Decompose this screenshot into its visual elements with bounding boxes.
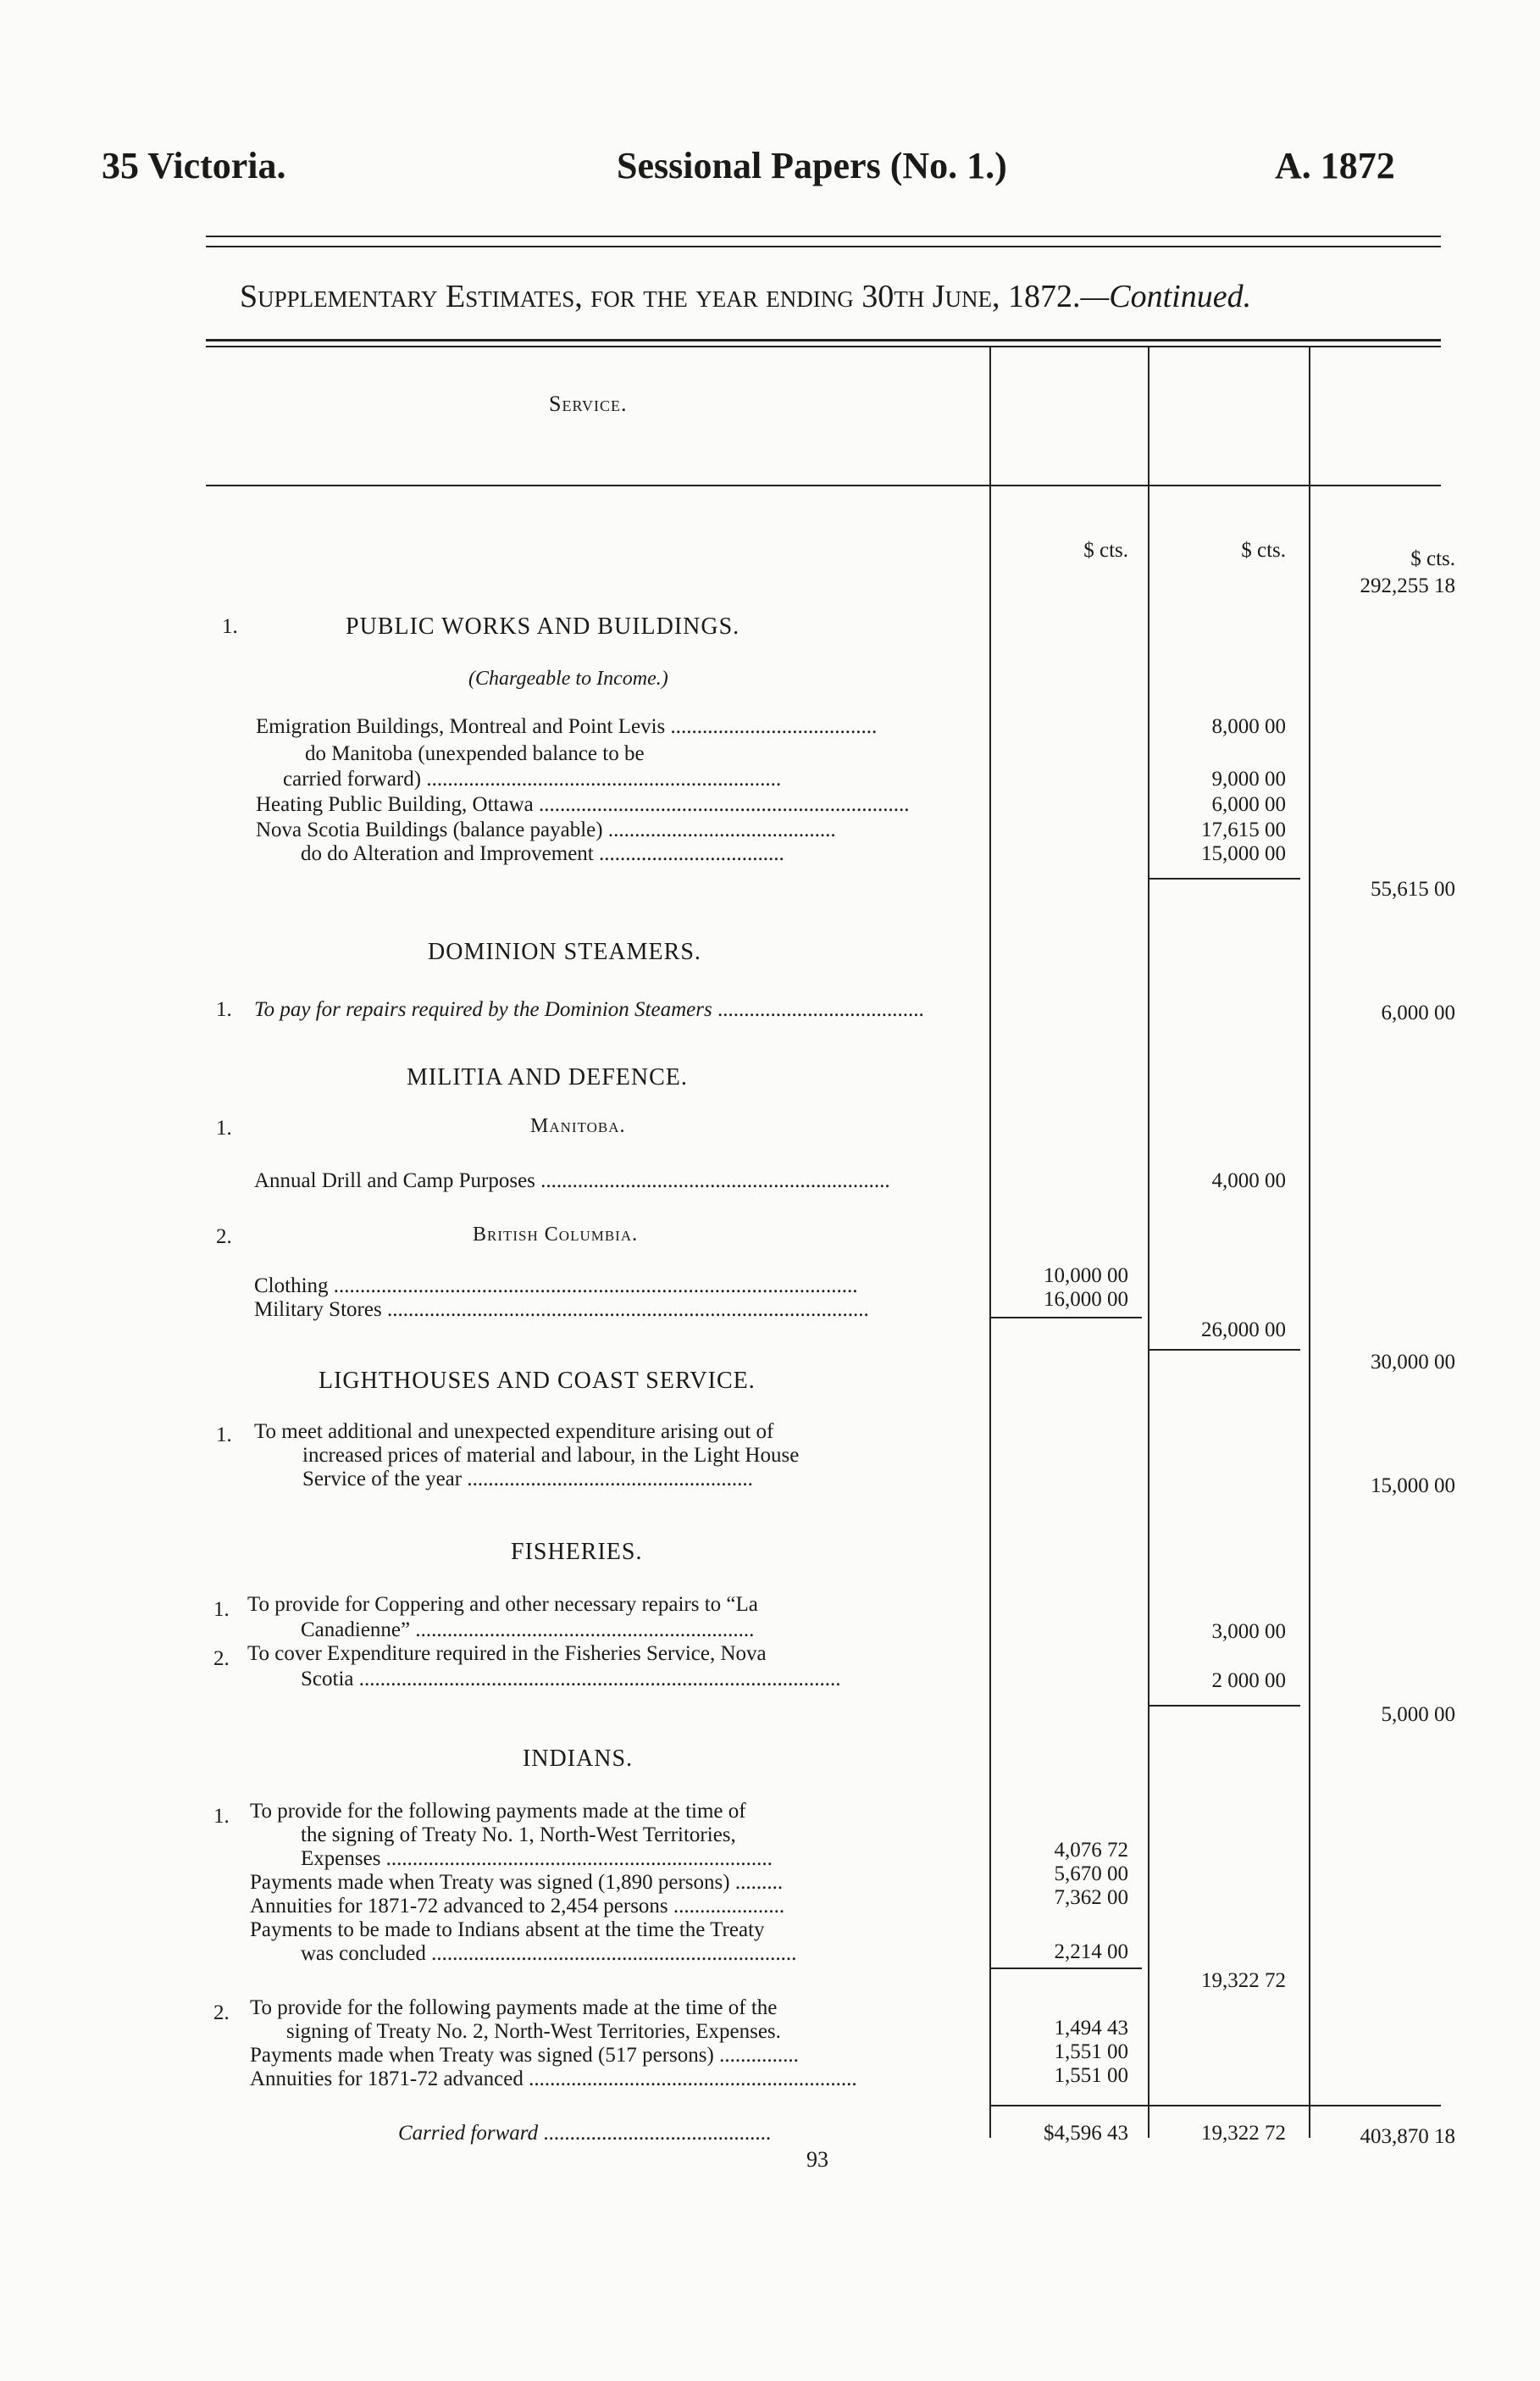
volume-label: 35 Victoria. [102, 145, 286, 186]
treaty-1-line-a: To provide for the following payments made at the time of [250, 1800, 746, 1823]
public-works-subtitle: (Chargeable to Income.) [468, 668, 668, 690]
manitoba-number: 1. [216, 1117, 232, 1140]
treaty-1-subtotal-rule [989, 1968, 1142, 1969]
clothing-row: Clothing ................................................................................................... [254, 1274, 858, 1297]
treaty-1-payments-row: Payments made when Treaty was signed (1,890 persons) ......... [250, 1871, 784, 1894]
carried-forward-manitoba-row: carried forward) ................................................................... [283, 768, 782, 791]
british-columbia-subheading: British Columbia. [473, 1224, 639, 1246]
treaty-2-expenses-value: 1,494 43 [1054, 2017, 1128, 2040]
military-stores-value: 16,000 00 [1044, 1288, 1128, 1311]
public-works-number: 1. [222, 615, 238, 638]
treaty-1-annuities-value: 7,362 00 [1054, 1886, 1128, 1909]
page-number: 93 [806, 2147, 828, 2172]
fisheries-number-1: 1. [213, 1598, 230, 1621]
lighthouses-heading: LIGHTHOUSES AND COAST SERVICE. [319, 1368, 756, 1394]
c2-unit-header: $ cts. [1241, 539, 1286, 562]
treaty-1-absent-line: Payments to be made to Indians absent at the time the Treaty [250, 1918, 765, 1941]
treaty-1-concluded-value: 2,214 00 [1054, 1940, 1128, 1963]
indians-number-2: 2. [213, 2001, 230, 2024]
fisheries-line-1b: Canadienne” ................................................................ [301, 1618, 755, 1641]
header-rule-top [206, 236, 1441, 237]
header-rule-bottom [206, 246, 1441, 247]
table-top-rule [206, 339, 1441, 341]
lighthouses-line-3: Service of the year ...................................................... [302, 1468, 753, 1490]
carried-forward-c1: $4,596 43 [1044, 2122, 1128, 2145]
fisheries-subtotal-rule [1148, 1705, 1300, 1707]
brought-forward-value: 292,255 18 [1360, 574, 1455, 597]
c1-unit-header: $ cts. [1083, 539, 1128, 562]
page-title [240, 278, 1251, 315]
nova-scotia-buildings-row: Nova Scotia Buildings (balance payable) ........................................... [256, 819, 836, 841]
military-stores-row: Military Stores ........................................................................................... [254, 1298, 869, 1321]
fisheries-heading: FISHERIES. [511, 1539, 643, 1565]
emigration-manitoba-row: do Manitoba (unexpended balance to be [305, 742, 645, 765]
treaty-1-expenses-value: 4,076 72 [1054, 1839, 1128, 1862]
dominion-steamers-row: To pay for repairs required by the Dominion Steamers ....................................... [254, 998, 924, 1021]
public-works-heading: PUBLIC WORKS AND BUILDINGS. [346, 613, 740, 640]
carried-forward-c3: 403,870 18 [1360, 2125, 1455, 2148]
carried-forward-c2: 19,322 72 [1201, 2122, 1286, 2145]
fisheries-line-2b: Scotia ........................................................................................... [301, 1668, 841, 1690]
heating-ottawa-row: Heating Public Building, Ottawa ...................................................................... [256, 793, 910, 816]
nova-scotia-alteration-value: 15,000 00 [1201, 842, 1286, 865]
title-main: Supplementary Estimates, for the year ending 30th June, 1872. [240, 279, 1081, 314]
treaty-1-annuities-row: Annuities for 1871-72 advanced to 2,454 persons ..................... [250, 1895, 785, 1918]
header-divider-rule [206, 485, 1441, 486]
fisheries-value-2: 2 000 00 [1211, 1669, 1286, 1692]
treaty-1-subtotal-value: 19,322 72 [1201, 1969, 1286, 1992]
public-works-total: 55,615 00 [1371, 878, 1455, 901]
treaty-2-annuities-row: Annuities for 1871-72 advanced .............................................................. [250, 2067, 857, 2090]
fisheries-line-1a: To provide for Coppering and other necessary repairs to “La [247, 1593, 758, 1616]
fisheries-total: 5,000 00 [1381, 1703, 1455, 1726]
british-columbia-number: 2. [216, 1225, 232, 1248]
annual-drill-row: Annual Drill and Camp Purposes .................................................................. [254, 1169, 890, 1192]
treaty-2-line-b: signing of Treaty No. 2, North-West Territories, Expenses. [286, 2020, 781, 2043]
emigration-montreal-value: 8,000 00 [1211, 715, 1286, 738]
annual-drill-value: 4,000 00 [1211, 1169, 1286, 1192]
lighthouses-number: 1. [216, 1424, 232, 1446]
carried-forward-rule [989, 2105, 1441, 2106]
column-divider-3 [1309, 346, 1310, 2138]
fisheries-line-2a: To cover Expenditure required in the Fisheries Service, Nova [247, 1642, 767, 1665]
dominion-steamers-value: 6,000 00 [1381, 1002, 1455, 1024]
c3-unit-header: $ cts. [1410, 547, 1455, 570]
treaty-2-annuities-value: 1,551 00 [1054, 2064, 1128, 2087]
bc-subtotal-value: 26,000 00 [1201, 1318, 1286, 1341]
emigration-montreal-row: Emigration Buildings, Montreal and Point Levis ....................................... [256, 715, 878, 738]
militia-subtotal-rule [1148, 1349, 1300, 1351]
title-continued: —Continued. [1080, 279, 1252, 314]
carried-forward-row: Carried forward ........................................... [398, 2122, 772, 2145]
service-column-header: Service. [549, 391, 628, 416]
public-works-subtotal-rule [1148, 878, 1300, 880]
treaty-1-expenses-row: Expenses ......................................................................... [301, 1847, 773, 1870]
fisheries-number-2: 2. [213, 1647, 230, 1670]
lighthouses-line-2: increased prices of material and labour, in the Light House [302, 1444, 800, 1467]
clothing-value: 10,000 00 [1044, 1264, 1128, 1287]
sessional-papers-label: Sessional Papers (No. 1.) [617, 145, 1007, 186]
nova-scotia-buildings-value: 17,615 00 [1201, 819, 1286, 841]
treaty-2-payments-row: Payments made when Treaty was signed (517 persons) ............... [250, 2044, 799, 2067]
bc-subtotal-rule [989, 1317, 1142, 1318]
dominion-steamers-number: 1. [216, 998, 232, 1021]
year-label: A. 1872 [1275, 145, 1395, 186]
lighthouses-value: 15,000 00 [1371, 1474, 1455, 1497]
militia-total: 30,000 00 [1371, 1351, 1455, 1374]
table-top-rule-2 [206, 346, 1441, 347]
indians-heading: INDIANS. [523, 1746, 634, 1772]
manitoba-subheading: Manitoba. [530, 1115, 626, 1137]
treaty-2-line-a: To provide for the following payments made at the time of the [250, 1996, 778, 2019]
treaty-2-payments-value: 1,551 00 [1054, 2040, 1128, 2063]
heating-ottawa-value: 6,000 00 [1211, 793, 1286, 816]
treaty-1-line-b: the signing of Treaty No. 1, North-West Territories, [301, 1823, 736, 1846]
lighthouses-line-1: To meet additional and unexpected expenditure arising out of [254, 1420, 774, 1443]
indians-number-1: 1. [213, 1805, 230, 1828]
fisheries-value-1: 3,000 00 [1211, 1620, 1286, 1643]
militia-heading: MILITIA AND DEFENCE. [407, 1064, 688, 1091]
nova-scotia-alteration-row: do do Alteration and Improvement ................................... [301, 842, 784, 865]
treaty-1-concluded-row: was concluded ..................................................................... [301, 1942, 797, 1965]
dominion-steamers-heading: DOMINION STEAMERS. [428, 939, 701, 965]
emigration-manitoba-value: 9,000 00 [1211, 768, 1286, 791]
column-divider-2 [1148, 346, 1149, 2138]
treaty-1-payments-value: 5,670 00 [1054, 1862, 1128, 1885]
